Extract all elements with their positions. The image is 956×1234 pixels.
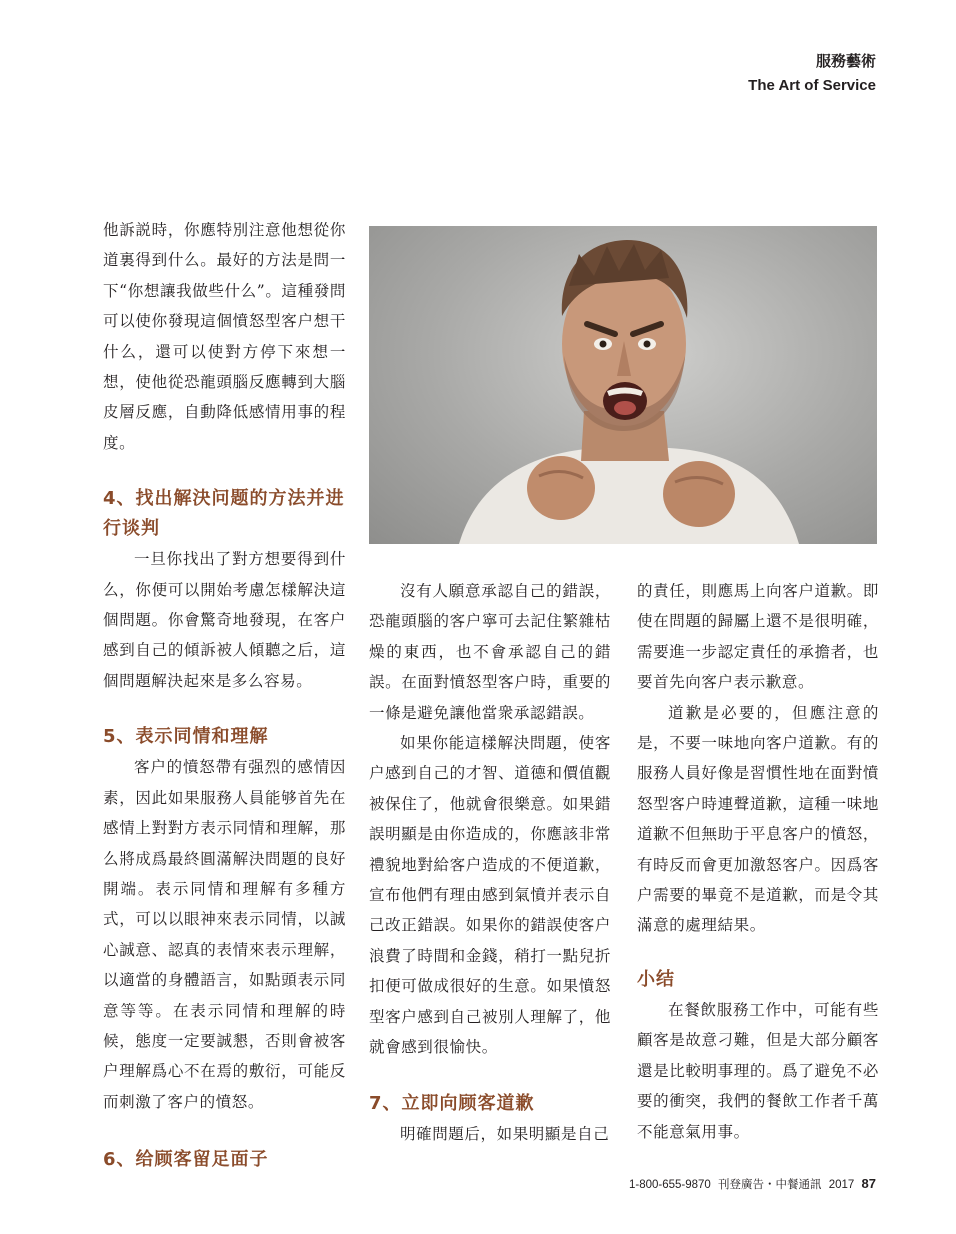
section-heading-5: 5、表示同情和理解 <box>103 726 269 748</box>
page-header <box>748 50 876 94</box>
section-heading-summary: 小结 <box>637 968 675 990</box>
section-heading-4: 4、找出解決问题的方法并进行谈判 <box>103 488 345 540</box>
paragraph: 道歉是必要的，但應注意的是，不要一味地向客户道歉。有的服務人員好像是習慣性地在面對憤怒型客户時連聲道歉，這種一味地道歉不但無助于平息客户的憤怒，有時反而會更加激怒客户。因爲客户需要的畢竟不是道歉，而是令其滿意的處理結果。 <box>637 703 879 935</box>
column-middle <box>369 576 611 1149</box>
section-title-en: The Art of Service <box>748 77 876 94</box>
paragraph: 如果你能這樣解決問題，使客户感到自己的才智、道德和價值觀被保住了，他就會很樂意。如果錯誤明顯是由你造成的，你應該非常禮貌地對給客户造成的不便道歉，宣布他們有理由感到氣憤并表示自己改正錯誤。如果你的錯誤使客户浪費了時間和金錢，稍打一點兒折扣便可做成很好的生意。如果憤怒型客户感到自己被別人理解了，他就會感到很愉快。 <box>369 734 611 1057</box>
paragraph: 的責任，則應馬上向客户道歉。即使在問題的歸屬上還不是很明確，需要進一步認定責任的承擔者，也要首先向客户表示歉意。 <box>637 582 879 692</box>
paragraph: 一旦你找出了對方想要得到什么，你便可以開始考慮怎樣解決這個問題。你會驚奇地發現，在客户感到自己的傾訴被人傾聽之后，這個問題解決起來是多么容易。 <box>103 550 346 690</box>
section-heading-7: 7、立即向顾客道歉 <box>369 1092 535 1114</box>
footer-year: 2017 <box>828 1179 855 1191</box>
paragraph: 在餐飲服務工作中，可能有些顧客是故意刁難，但是大部分顧客還是比較明事理的。爲了避免不必要的衝突，我們的餐飲工作者千萬不能意氣用事。 <box>637 1000 879 1141</box>
page-number: 87 <box>861 1176 876 1191</box>
section-title-zh: 服務藝術 <box>815 52 876 70</box>
paragraph: 客户的憤怒帶有强烈的感情因素，因此如果服務人員能够首先在感情上對對方表示同情和理解，那么將成爲最終圓滿解決問題的良好開端。表示同情和理解有多種方式，可以以眼神來表示同情，以誠心誠意、認真的表情來表示理解，以適當的身體語言，如點頭表示同意等等。在表示同情和理解的時候，態度一定要誠懇，否則會被客户理解爲心不在焉的敷衍，可能反而刺激了客户的憤怒。 <box>103 758 346 1111</box>
paragraph: 他訴説時，你應特別注意他想從你道裏得到什么。最好的方法是問一下“你想讓我做些什么”。這種發問可以使你發現這個憤怒型客户想干什么，還可以使對方停下來想一想，使他從恐龍頭腦反應轉到大腦皮層反應，自動降低感情用事的程度。 <box>103 221 346 452</box>
section-heading-6: 6、给顾客留足面子 <box>103 1149 269 1171</box>
angry-customer-photo <box>369 226 877 544</box>
footer-publication: 刊登廣告・中餐通訊 <box>718 1177 822 1191</box>
paragraph: 沒有人願意承認自己的錯誤，恐龍頭腦的客户寧可去記住繁雜枯燥的東西，也不會承認自己的錯誤。在面對憤怒型客户時，重要的一條是避免讓他當衆承認錯誤。 <box>369 582 611 722</box>
page-footer <box>629 1176 876 1192</box>
column-left <box>103 215 346 1175</box>
column-right <box>637 576 879 1147</box>
footer-phone: 1-800-655-9870 <box>628 1179 711 1191</box>
paragraph: 明確問題后，如果明顯是自己 <box>400 1124 610 1143</box>
